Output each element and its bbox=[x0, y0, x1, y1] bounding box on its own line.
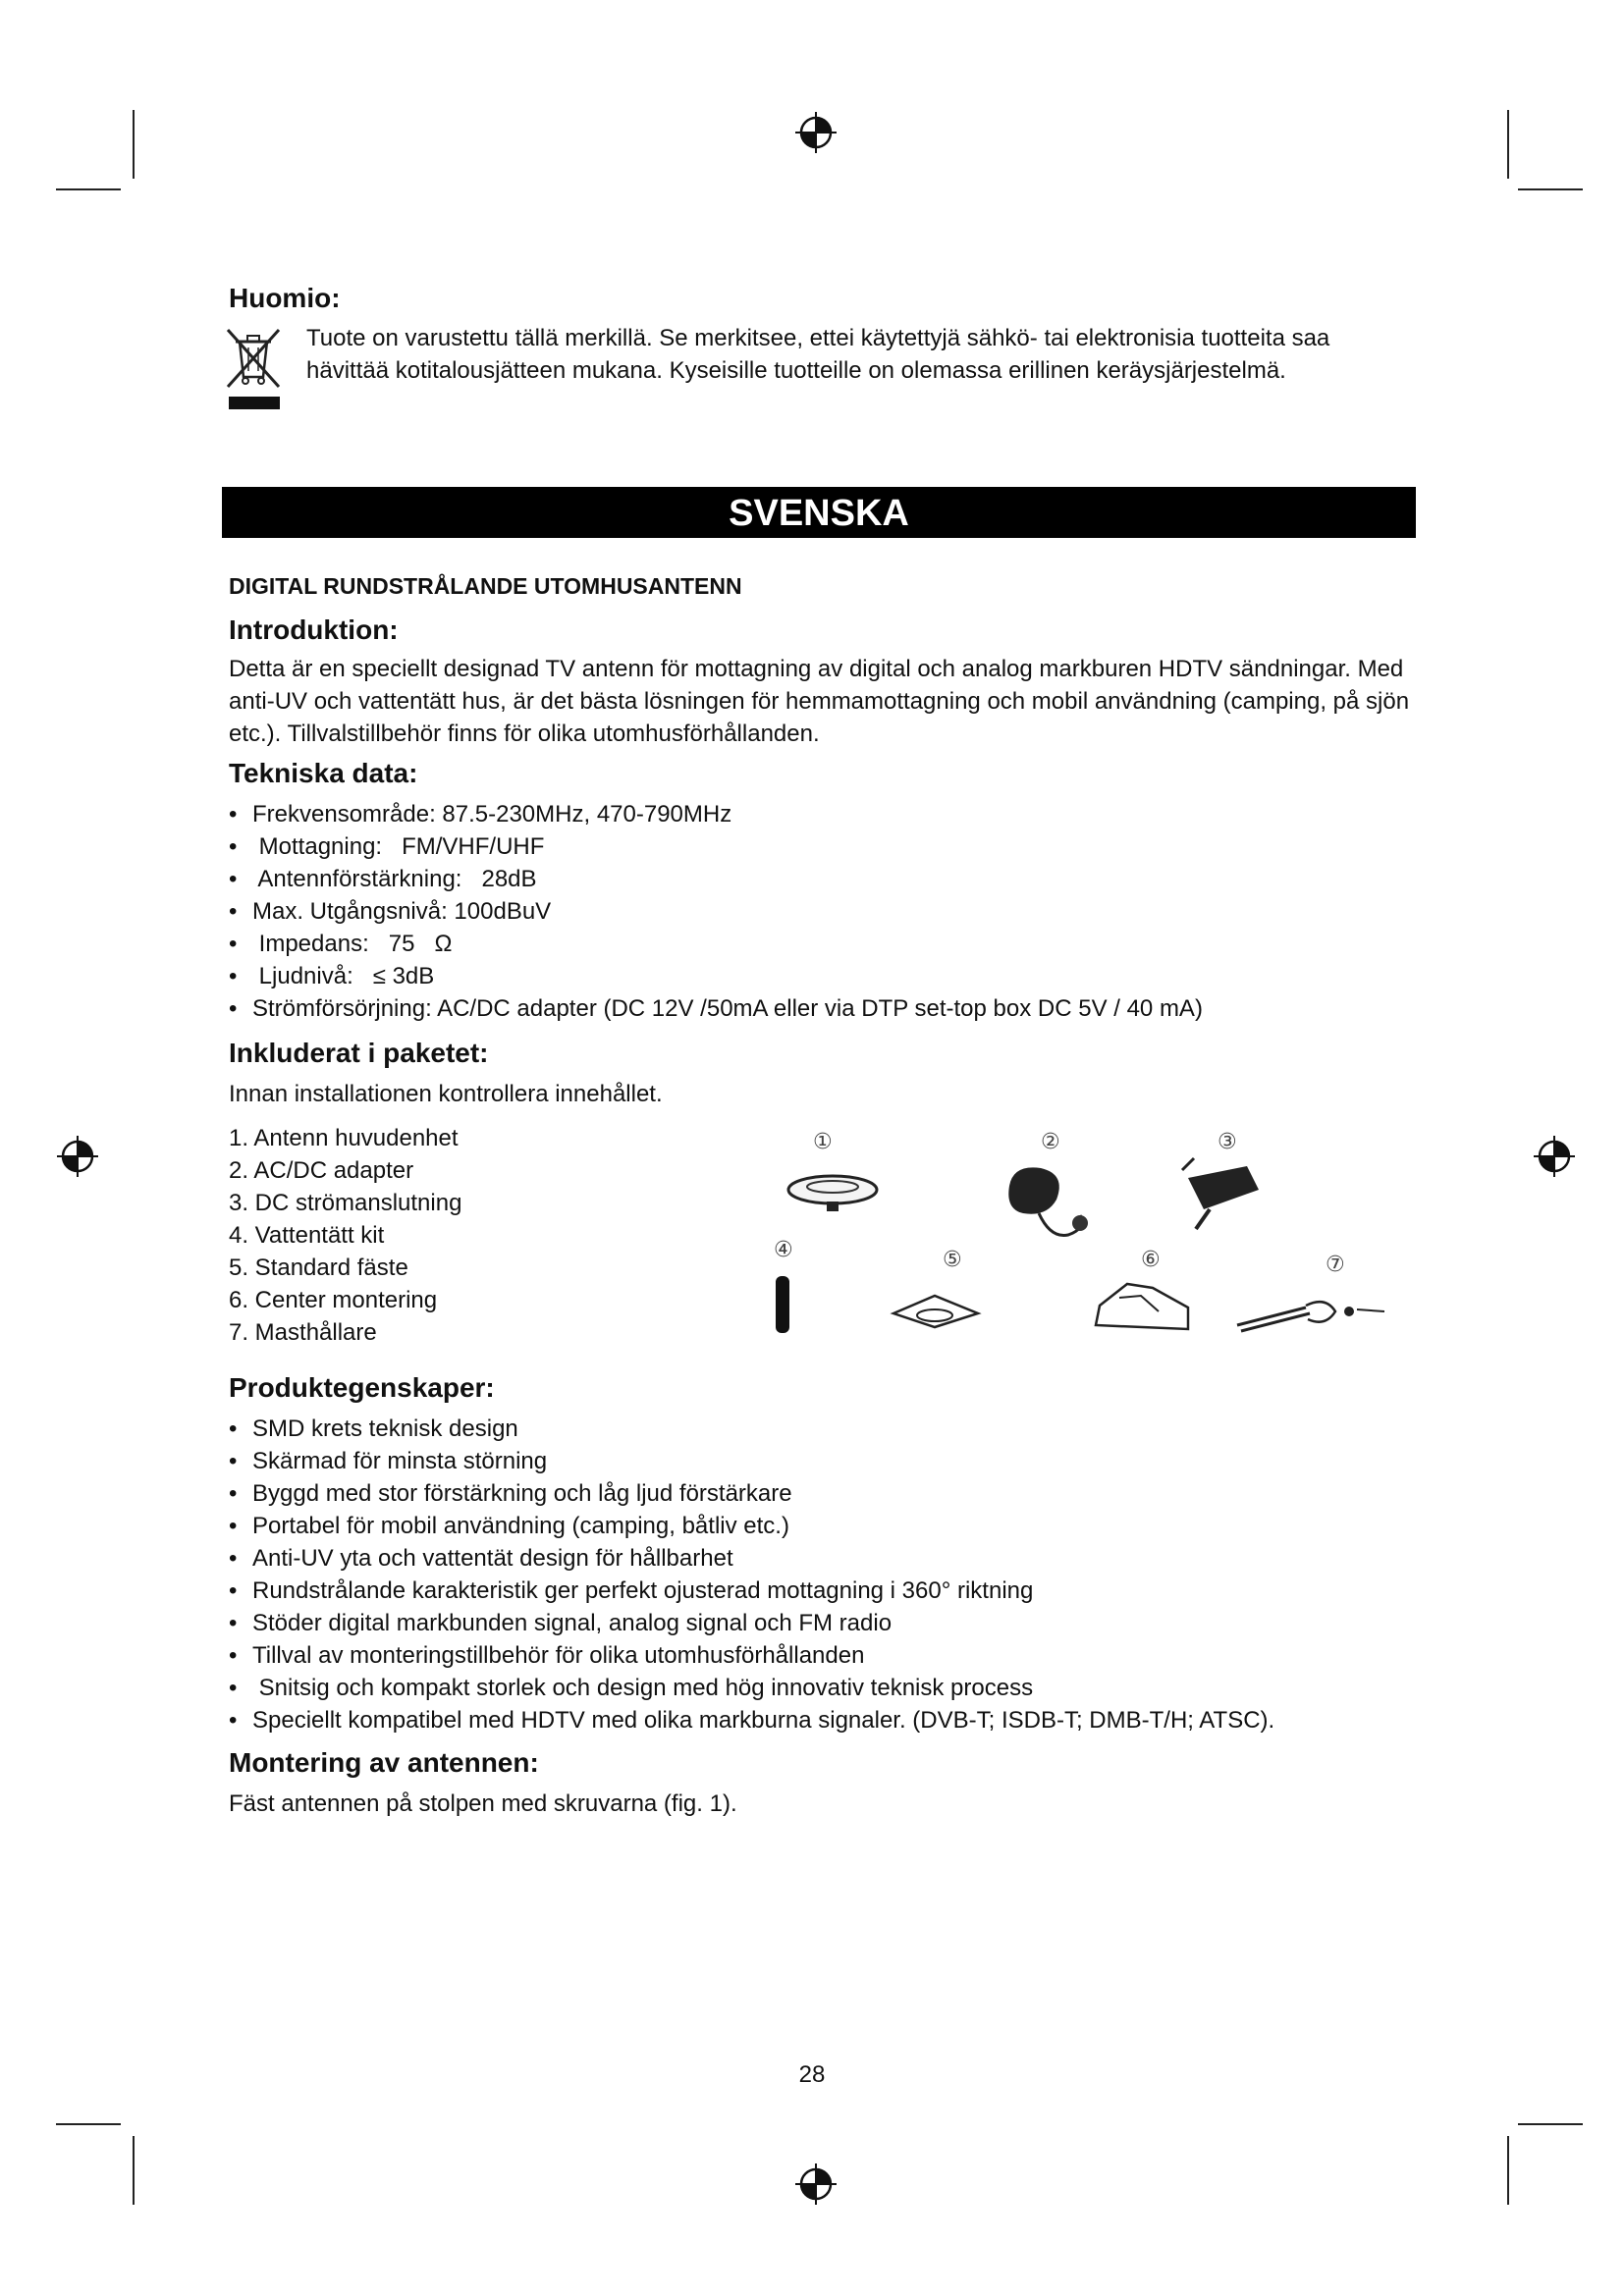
list-item: • Mottagning: FM/VHF/UHF bbox=[229, 830, 1203, 863]
language-banner: SVENSKA bbox=[222, 487, 1416, 538]
mounting-heading: Montering av antennen: bbox=[229, 1747, 539, 1778]
package-heading: Inkluderat i paketet: bbox=[229, 1038, 489, 1068]
figure-label-7: ⑦ bbox=[1326, 1253, 1345, 1277]
package-list bbox=[229, 1122, 461, 1349]
antenna-unit-icon bbox=[788, 1176, 877, 1211]
list-item: • Stöder digital markbunden signal, analog signal och FM radio bbox=[229, 1607, 1274, 1639]
bullet: • bbox=[229, 995, 238, 1022]
list-item: • Max. Utgångsnivå: 100dBuV bbox=[229, 895, 1203, 928]
figure-label-4: ④ bbox=[774, 1238, 793, 1262]
figure-label-6: ⑥ bbox=[1141, 1248, 1161, 1272]
specs-list bbox=[229, 798, 1203, 1025]
bullet: • bbox=[229, 866, 238, 892]
bullet: • bbox=[229, 963, 238, 989]
standard-mount-icon bbox=[893, 1296, 978, 1327]
list-item: 7. Masthållare bbox=[229, 1319, 377, 1346]
list-item: • Antennförstärkning: 28dB bbox=[229, 863, 1203, 895]
figure-label-2: ② bbox=[1041, 1130, 1060, 1154]
intro-heading: Introduktion: bbox=[229, 614, 399, 645]
package-note: Innan installationen kontrollera innehållet. bbox=[229, 1081, 663, 1107]
list-item: • Skärmad för minsta störning bbox=[229, 1445, 1274, 1477]
list-item: • Strömförsörjning: AC/DC adapter (DC 12V /50mA eller via DTP set-top box DC 5V / 40 mA) bbox=[229, 992, 1203, 1025]
registration-mark-icon bbox=[1532, 1134, 1577, 1179]
bullet: • bbox=[229, 1610, 238, 1636]
registration-mark-icon bbox=[793, 2162, 839, 2207]
huomio-text: Tuote on varustettu tällä merkillä. Se merkitsee, ettei käytettyjä sähkö- tai elektronisia tuotteita saa hävittää kotitalousjätteen mukana. Kyseisille tuotteille on olemassa erillinen keräysjärjestelmä. bbox=[306, 325, 1330, 384]
crop-mark bbox=[56, 2123, 121, 2125]
list-item: • Anti-UV yta och vattentät design för hållbarhet bbox=[229, 1542, 1274, 1575]
crop-mark bbox=[133, 2136, 135, 2205]
bullet: • bbox=[229, 801, 238, 828]
list-item: 5. Standard fäste bbox=[229, 1255, 408, 1281]
crop-mark bbox=[1518, 2123, 1583, 2125]
list-item: • Impedans: 75 Ω bbox=[229, 928, 1203, 960]
huomio-heading: Huomio: bbox=[229, 283, 341, 313]
page-number: 28 bbox=[798, 2061, 826, 2088]
list-item: • Rundstrålande karakteristik ger perfekt ojusterad mottagning i 360° riktning bbox=[229, 1575, 1274, 1607]
registration-mark-icon bbox=[793, 110, 839, 155]
list-item: • Speciellt kompatibel med HDTV med olika markburna signaler. (DVB-T; ISDB-T; DMB-T/H; ATSC). bbox=[229, 1704, 1274, 1736]
document-title: DIGITAL RUNDSTRÅLANDE UTOMHUSANTENN bbox=[229, 573, 742, 599]
bullet: • bbox=[229, 1577, 238, 1604]
bullet: • bbox=[229, 1642, 238, 1669]
specs-heading: Tekniska data: bbox=[229, 758, 418, 788]
list-item: 2. AC/DC adapter bbox=[229, 1157, 414, 1184]
figure-label-3: ③ bbox=[1218, 1130, 1237, 1154]
bullet: • bbox=[229, 1513, 238, 1539]
ac-dc-adapter-icon bbox=[1008, 1167, 1088, 1235]
list-item: • Portabel för mobil användning (camping, båtliv etc.) bbox=[229, 1510, 1274, 1542]
registration-mark-icon bbox=[55, 1134, 100, 1179]
bullet: • bbox=[229, 931, 238, 957]
figure-label-1: ① bbox=[813, 1130, 833, 1154]
features-list bbox=[229, 1413, 1274, 1736]
weee-underline-bar bbox=[229, 397, 280, 409]
bullet: • bbox=[229, 1448, 238, 1474]
list-item: 4. Vattentätt kit bbox=[229, 1222, 385, 1249]
bullet: • bbox=[229, 1480, 238, 1507]
list-item: 3. DC strömanslutning bbox=[229, 1190, 462, 1216]
crop-mark bbox=[1507, 110, 1509, 179]
waterproof-kit-icon bbox=[776, 1276, 789, 1333]
list-item: 6. Center montering bbox=[229, 1287, 438, 1313]
list-item: • Frekvensområde: 87.5-230MHz, 470-790MHz bbox=[229, 798, 1203, 830]
dc-connector-icon bbox=[1182, 1158, 1259, 1229]
crop-mark bbox=[1518, 188, 1583, 190]
list-item: 1. Antenn huvudenhet bbox=[229, 1125, 459, 1151]
figure-label-5: ⑤ bbox=[943, 1248, 962, 1272]
list-item: • Byggd med stor förstärkning och låg ljud förstärkare bbox=[229, 1477, 1274, 1510]
bullet: • bbox=[229, 833, 238, 860]
bullet: • bbox=[229, 1545, 238, 1572]
mounting-text: Fäst antennen på stolpen med skruvarna (fig. 1). bbox=[229, 1790, 737, 1817]
bullet: • bbox=[229, 1675, 238, 1701]
package-contents-figure bbox=[756, 1119, 1409, 1355]
crop-mark bbox=[133, 110, 135, 179]
list-item: • Ljudnivå: ≤ 3dB bbox=[229, 960, 1203, 992]
list-item: • Tillval av monteringstillbehör för olika utomhusförhållanden bbox=[229, 1639, 1274, 1672]
intro-text: Detta är en speciellt designad TV antenn för mottagning av digital och analog markburen HDTV sändningar. Med anti-UV och vattentätt hus, är det bästa lösningen för hemmamottagning och mobil användning (camping, på sjön etc.). Tillvalstillbehör finns för olika utomhusförhållanden. bbox=[229, 656, 1410, 747]
list-item: • Snitsig och kompakt storlek och design med hög innovativ teknisk process bbox=[229, 1672, 1274, 1704]
features-heading: Produktegenskaper: bbox=[229, 1372, 495, 1403]
crop-mark bbox=[56, 188, 121, 190]
bullet: • bbox=[229, 1707, 238, 1734]
list-item: • SMD krets teknisk design bbox=[229, 1413, 1274, 1445]
crop-mark bbox=[1507, 2136, 1509, 2205]
weee-bin-icon bbox=[224, 326, 283, 389]
center-mount-icon bbox=[1096, 1284, 1188, 1329]
bullet: • bbox=[229, 1415, 238, 1442]
mast-holder-icon bbox=[1237, 1302, 1384, 1331]
bullet: • bbox=[229, 898, 238, 925]
